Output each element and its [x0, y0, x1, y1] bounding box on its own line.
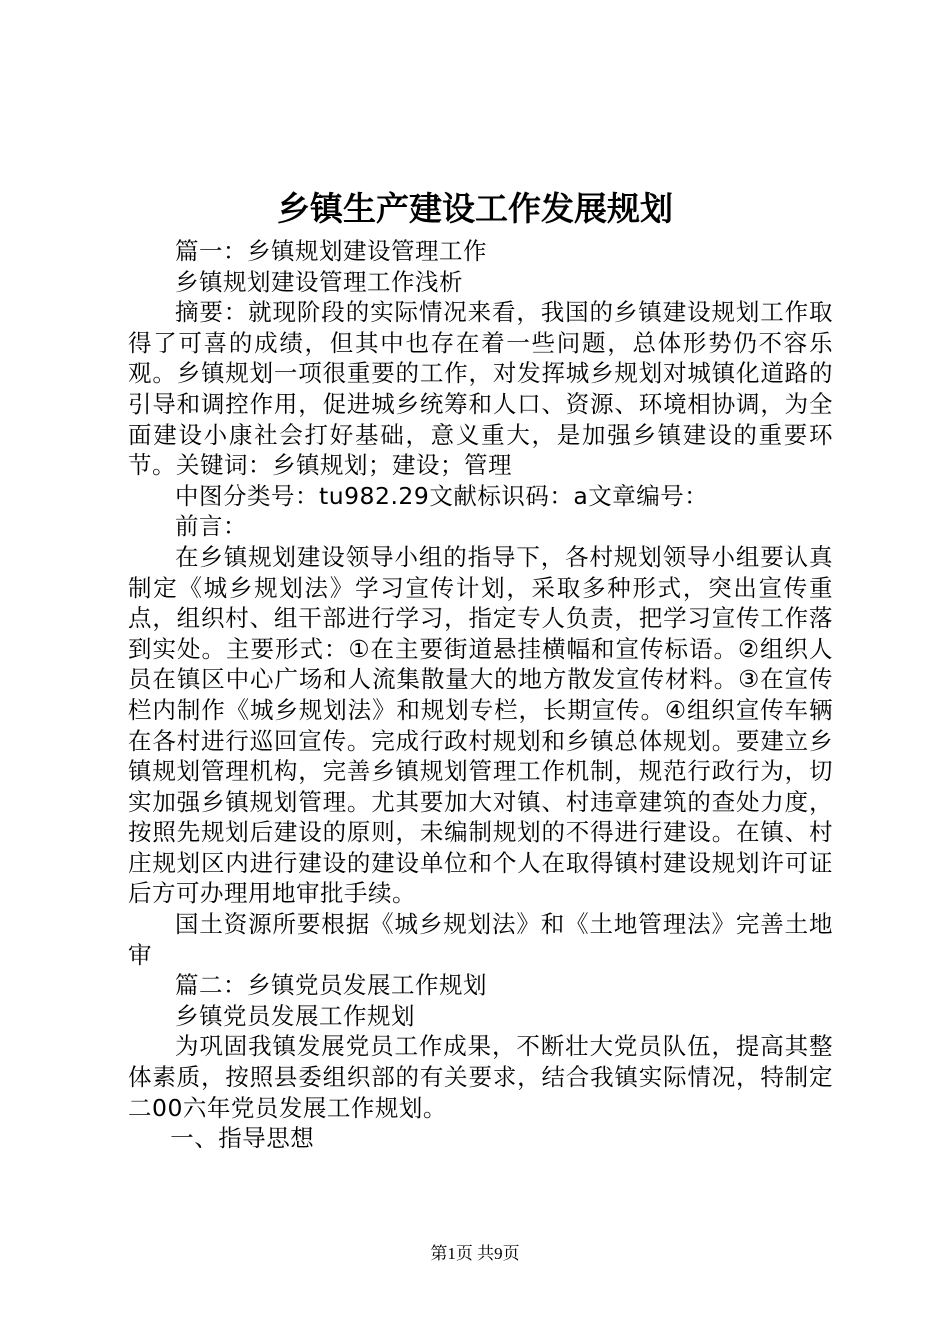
- section-heading-1: 篇一：乡镇规划建设管理工作: [175, 237, 487, 265]
- document-title: 乡镇生产建设工作发展规划: [277, 189, 673, 228]
- body-paragraph: 为巩固我镇发展党员工作成果，不断壮大党员队伍，提高其整体素质，按照县委组织部的有关要求，结合我镇实际情况，特制定二00六年党员发展工作规划。: [128, 1032, 833, 1122]
- page-footer: 第1页 共9页: [430, 1244, 520, 1263]
- body-paragraph: 在乡镇规划建设领导小组的指导下，各村规划领导小组要认真制定《城乡规划法》学习宣传计划，采取多种形式，突出宣传重点，组织村、组干部进行学习，指定专人负责，把学习宣传工作落到实处。主要形式：①在主要街道悬挂横幅和宣传标语。②组织人员在镇区中心广场和人流集散量大的地方散发宣传材料。③在宣传栏内制作《城乡规划法》和规划专栏，长期宣传。④组织宣传车辆在各村进行巡回宣传。完成行政村规划和乡镇总体规划。要建立乡镇规划管理机构，完善乡镇规划管理工作机制，规范行政行为，切实加强乡镇规划管理。尤其要加大对镇、村违章建筑的查处力度，按照先规划后建设的原则，未编制规划的不得进行建设。在镇、村庄规划区内进行建设的建设单位和个人在取得镇村建设规划许可证后方可办理用地审批手续。: [128, 542, 833, 908]
- body-paragraph: 国土资源所要根据《城乡规划法》和《土地管理法》完善土地审: [128, 910, 833, 969]
- section-heading-2: 篇二：乡镇党员发展工作规划: [175, 971, 487, 1000]
- classification-line: 中图分类号：tu982.29文献标识码：a文章编号：: [175, 481, 709, 510]
- abstract-paragraph: 摘要：就现阶段的实际情况来看，我国的乡镇建设规划工作取得了可喜的成绩，但其中也存在着一些问题，总体形势仍不容乐观。乡镇规划一项很重要的工作，对发挥城乡规划对城镇化道路的引导和调控作用，促进城乡统筹和人口、资源、环境相协调，为全面建设小康社会打好基础，意义重大，是加强乡镇建设的重要环节。关键词：乡镇规划；建设；管理: [128, 298, 833, 480]
- document-body: [128, 236, 833, 1154]
- subsection-heading: 一、指导思想: [170, 1124, 315, 1153]
- article-title: 乡镇规划建设管理工作浅析: [175, 267, 463, 296]
- article-title: 乡镇党员发展工作规划: [175, 1001, 415, 1030]
- preface-heading: 前言：: [175, 512, 247, 541]
